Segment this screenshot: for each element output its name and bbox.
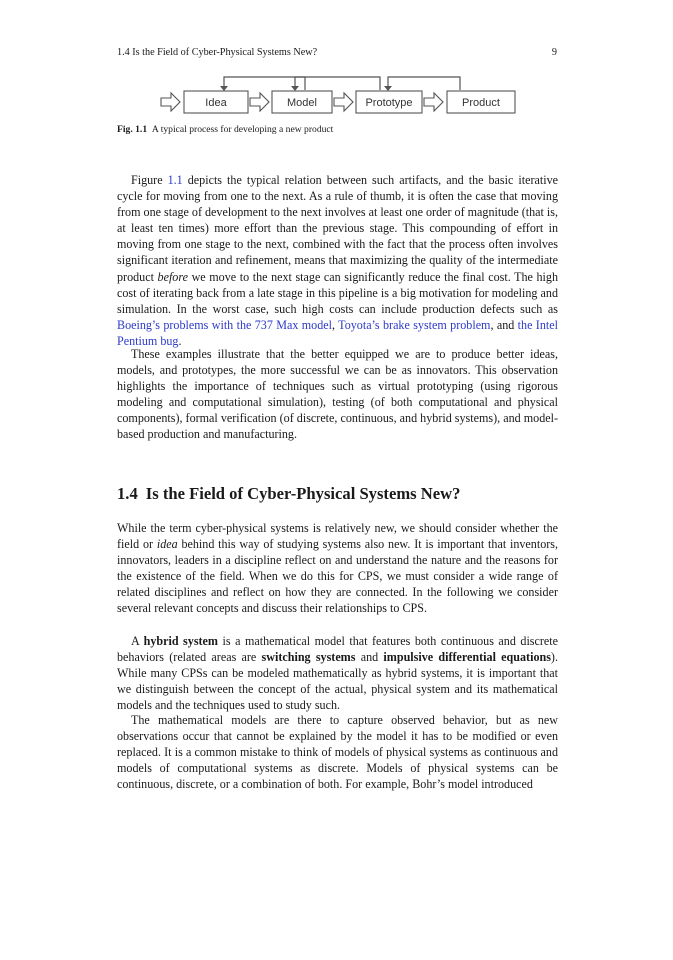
figure-caption-text: A typical process for developing a new product	[151, 124, 334, 135]
figure-caption-label: Fig. 1.1	[117, 124, 148, 135]
input-arrow	[161, 93, 180, 111]
text: Figure	[131, 173, 168, 187]
intel-pentium-link[interactable]: the Intel Pentium bug	[117, 317, 558, 348]
section-heading	[117, 484, 558, 504]
term-hybrid-system: hybrid system	[143, 634, 218, 648]
text: we move to the next stage can significantly reduce the final cost. The high cost of iterating back from a late stage in this pipeline is a big motivation for modeling and simulation. In the worst case, such high costs can include production defects such as	[117, 269, 558, 316]
text: depicts the typical relation between such artifacts, and the basic iterative cycle for moving from one to the next. As a rule of thumb, it is often the case that moving from one stage of development to the next involves at least one order of magnitude (that is, at least ten times) more effort than the previous stage. This compounding of effort in moving from one stage to the next, combined with the fact that the process often involves significant iteration and refinement, means that maximizing the quality of the intermediate product	[117, 173, 558, 284]
paragraph-2: These examples illustrate that the better equipped we are to produce better ideas, models, and prototypes, the more successful we can be as innovators. This observation highlights the importance of techniques such as virtual prototyping (using rigorous modeling and computational simulation), testing (of both computational and physical components), formal verification (of discrete, continuous, and hybrid systems), and model-based production and manufacturing.	[117, 347, 558, 442]
box-model-label: Model	[287, 97, 317, 109]
toyota-link[interactable]: Toyota’s brake system problem	[338, 317, 491, 332]
figure-caption	[117, 123, 557, 137]
paragraph-4	[117, 633, 558, 713]
text: ,	[331, 317, 339, 332]
paragraph-5: The mathematical models are there to capture observed behavior, but as new observations occur that cannot be explained by the model it has to be modified or even replaced. It is a common mistake to think of models of physical systems as continuous and models of computational systems as discrete. Models of physical systems can be continuous, discrete, or a combination of both. For example, Bohr’s model introduced	[117, 713, 558, 792]
process-diagram-svg	[160, 72, 520, 120]
box-prototype-label: Prototype	[365, 97, 413, 109]
section-title: Is the Field of Cyber-Physical Systems New?	[145, 484, 461, 503]
boeing-link[interactable]: Boeing’s problems with the 737 Max model	[117, 317, 332, 332]
text: , and	[490, 317, 518, 332]
text: While the term cyber-physical systems is relatively new, we should consider whether the field or	[117, 521, 558, 552]
text: ). While many CPSs can be modeled mathematically as hybrid systems, it is important that we distinguish between the concept of the actual, physical system and its mathematical models and the techniques used to study such.	[117, 650, 558, 713]
text: .	[178, 333, 182, 348]
arrow-idea-to-model	[250, 93, 269, 111]
figure-process-diagram	[160, 72, 520, 120]
text: behind this way of studying systems also new. It is important that inventors, innovators, leaders in a discipline reflect on and understand the nature and the reasons for the existence of the field. When we do this for CPS, we must consider a wide range of related disciplines and reflect on how they are connected. In the following we consider several relevant concepts and discuss their relationships to CPS.	[117, 537, 558, 616]
page-number: 9	[551, 47, 557, 58]
term-impulsive-differential-equations: impulsive differential equations	[383, 650, 551, 665]
arrow-prototype-to-product	[424, 93, 443, 111]
text: is a mathematical model that features both continuous and discrete behaviors (related areas are	[117, 634, 559, 665]
feedback-arrow-product-to-prototype	[388, 77, 460, 90]
section-number: 1.4	[117, 484, 138, 503]
paragraph-3	[117, 520, 558, 617]
running-head-title: 1.4 Is the Field of Cyber-Physical Systems New?	[117, 47, 318, 58]
arrow-model-to-prototype	[334, 93, 353, 111]
paragraph-1	[117, 172, 558, 349]
text: A	[131, 634, 144, 648]
emphasis: idea	[156, 537, 178, 552]
feedback-arrow-prototype-to-model	[295, 77, 380, 90]
running-head	[117, 45, 557, 61]
text: and	[355, 650, 384, 665]
box-product-label: Product	[462, 97, 500, 109]
box-idea-label: Idea	[205, 97, 227, 109]
term-switching-systems: switching systems	[261, 650, 356, 665]
emphasis: before	[157, 269, 188, 284]
figure-reference-link[interactable]: 1.1	[167, 173, 183, 187]
